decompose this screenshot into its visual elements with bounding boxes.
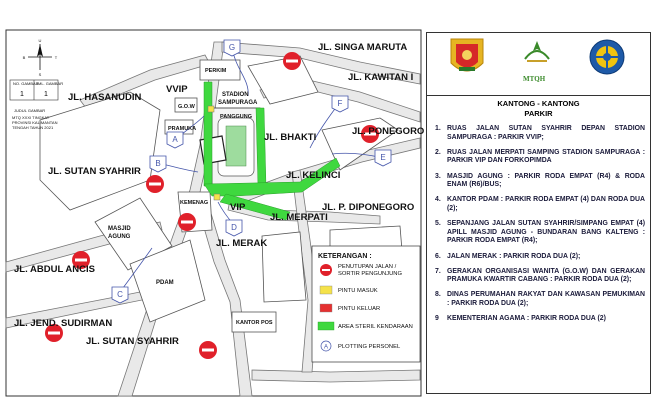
building-label-perkim: PERKIM xyxy=(205,68,227,74)
title-no-gambar: 1 xyxy=(20,91,24,98)
list-item-number: 9 xyxy=(435,315,439,323)
road-label-hasanudin: JL. HASANUDIN xyxy=(68,92,142,103)
road-label-kelinci: JL. KELINCI xyxy=(286,170,341,181)
transport-emblem-icon xyxy=(587,37,627,77)
road-label-merpati: JL. MERPATI xyxy=(270,212,328,223)
panel-header-line-2: PARKIR xyxy=(524,109,553,118)
list-item xyxy=(435,291,645,308)
building-label-agung: AGUNG xyxy=(108,234,131,240)
road-label-ponegoro: JL. PONEGORO xyxy=(352,126,425,137)
plot-letter-g: G xyxy=(228,43,236,52)
legend-plot-letter: A xyxy=(323,344,329,351)
plot-letter-d: D xyxy=(231,223,237,232)
legend-item-entry xyxy=(320,286,378,294)
logo-row xyxy=(427,33,650,91)
list-item-number: 1. xyxy=(435,125,441,132)
list-item-text: KEMENTERIAN AGAMA : PARKIR RODA DUA (2) xyxy=(447,315,606,323)
road-label-merak: JL. MERAK xyxy=(216,238,268,249)
legend-label-plot: PLOTTING PERSONEL xyxy=(338,344,401,350)
list-item xyxy=(435,149,645,166)
list-item-number: 8. xyxy=(435,291,441,299)
list-item xyxy=(435,173,645,190)
list-item-text: JALAN MERAK : PARKIR RODA DUA (2); xyxy=(447,252,581,260)
building-label-pdam: PDAM xyxy=(156,280,174,286)
list-item xyxy=(435,268,645,285)
list-item-number: 2. xyxy=(435,148,441,156)
mtq-logo-icon xyxy=(519,37,555,73)
no-entry-icon xyxy=(199,341,217,359)
building-label-pramuka: PRAMUKA xyxy=(168,126,197,132)
parking-list xyxy=(435,125,645,330)
list-item-text: DINAS PERUMAHAN RAKYAT DAN KAWASAN PEMUKIMAN : PARKIR RODA DUA (2); xyxy=(447,291,645,308)
plot-marker-e xyxy=(375,150,391,166)
list-item-text: GERAKAN ORGANISASI WANITA (G.O.W) DAN GERAKAN PRAMUKA KWARTIR CABANG : PARKIR RODA DUA (2); xyxy=(447,267,645,284)
list-item xyxy=(435,253,645,262)
exit-gate-swatch xyxy=(320,304,332,312)
entry-gate-swatch xyxy=(320,286,332,294)
list-item-number: 3. xyxy=(435,172,441,180)
list-item-number: 6. xyxy=(435,252,441,260)
road-label-singa-maruta: JL. SINGA MARUTA xyxy=(318,42,408,53)
plot-marker-g xyxy=(224,40,240,56)
plot-letter-f: F xyxy=(337,99,343,108)
regency-emblem-icon xyxy=(449,37,485,79)
list-item xyxy=(435,220,645,246)
no-entry-icon xyxy=(283,52,301,70)
list-item-text: SEPANJANG JALAN SUTAN SYAHRIR/SIMPANG EMPAT (4) APILL MASJID AGUNG - BUNDARAN BANG KALTENG : PARKIR RODA EMPAT (R4); xyxy=(447,220,645,245)
gate-label-vvip: VVIP xyxy=(166,84,188,95)
compass-e: T xyxy=(54,55,58,60)
entry-gate-vvip xyxy=(208,106,214,112)
building-label-gow: G.O.W xyxy=(178,104,195,110)
building-label-panggung: PANGGUNG xyxy=(220,114,252,120)
list-item xyxy=(435,315,645,324)
plot-letter-a: A xyxy=(172,135,178,144)
list-item xyxy=(435,125,645,142)
stadium-field xyxy=(226,126,246,166)
list-item-text: RUAS JALAN MERPATI SAMPING STADION SAMPURAGA : PARKIR VIP DAN FORKOPIMDA xyxy=(447,148,645,165)
road-label-sutan-syahrir-bottom: JL. SUTAN SYAHRIR xyxy=(86,336,179,347)
title-judul-2: PROVINSI KALIMANTAN xyxy=(12,120,58,125)
block-south xyxy=(262,232,306,302)
list-item-number: 7. xyxy=(435,267,441,275)
legend-label-entry: PINTU MASUK xyxy=(338,288,378,294)
sterile-area-swatch xyxy=(318,322,334,330)
building-label-stadion: STADION xyxy=(222,92,249,98)
panel-divider xyxy=(427,95,650,96)
list-item xyxy=(435,196,645,213)
list-item-text: MASJID AGUNG : PARKIR RODA EMPAT (R4) & RODA ENAM (R6)/BUS; xyxy=(447,172,645,189)
road-label-kawitan: JL. KAWITAN I xyxy=(348,72,414,83)
parking-panel xyxy=(426,32,651,394)
road-label-bhakti: JL. BHAKTI xyxy=(264,132,317,143)
road-label-p-diponegoro: JL. P. DIPONEGORO xyxy=(322,202,415,213)
legend-item-sterile xyxy=(318,322,413,330)
road-label-abdul-ancis: JL. ABDUL ANCIS xyxy=(14,264,95,275)
list-item-text: KANTOR PDAM : PARKIR RODA EMPAT (4) DAN RODA DUA (2); xyxy=(447,196,645,212)
list-item-number: 4. xyxy=(435,196,441,204)
plot-marker-f xyxy=(332,96,348,112)
building-label-kantor-pos: KANTOR POS xyxy=(236,320,273,326)
title-jml-gambar: 1 xyxy=(44,91,48,98)
road-label-sutan-syahrir-top: JL. SUTAN SYAHRIR xyxy=(48,166,141,177)
no-entry-icon xyxy=(178,213,196,231)
panel-header-line-1: KANTONG - KANTONG xyxy=(497,99,580,108)
plot-letter-e: E xyxy=(380,153,386,162)
plot-marker-b xyxy=(150,156,166,172)
legend-label-exit: PINTU KELUAR xyxy=(338,306,381,312)
legend-label-sterile: AREA STERIL KENDARAAN xyxy=(338,324,413,330)
compass-w: B xyxy=(22,55,26,60)
title-judul-1: MTQ XXXI TINGKAT xyxy=(12,115,50,120)
mtq-logo-text: MTQH xyxy=(523,75,546,83)
road-label-jend-sudirman: JL. JEND. SUDIRMAN xyxy=(14,318,113,329)
title-no-gambar-label: NO. GAMBAR xyxy=(13,81,39,86)
plot-marker-a xyxy=(167,132,183,148)
title-judul-label: JUDUL GAMBAR xyxy=(14,108,46,113)
plot-letter-b: B xyxy=(155,159,161,168)
plot-letter-c: C xyxy=(117,290,123,299)
entry-gate-vip xyxy=(214,194,220,200)
plot-marker-d xyxy=(226,220,242,236)
list-item-text: RUAS JALAN SUTAN SYAHRIR DEPAN STADION SAMPURAGA : PARKIR VVIP; xyxy=(447,125,645,141)
building-label-sampuraga: SAMPURAGA xyxy=(218,100,258,106)
title-jml-gambar-label: JML. GAMBAR xyxy=(36,81,64,86)
compass-n: U xyxy=(38,38,42,43)
title-judul-3: TENGAH TAHUN 2021 xyxy=(12,125,54,130)
building-label-masjid: MASJID xyxy=(108,226,131,232)
panel-header xyxy=(427,99,650,119)
plot-marker-c xyxy=(112,287,128,303)
gate-label-vip: VIP xyxy=(230,202,246,213)
no-entry-icon xyxy=(146,175,164,193)
legend-item-exit xyxy=(320,304,380,312)
list-item-number: 5. xyxy=(435,220,441,228)
compass-s: S xyxy=(38,72,42,77)
legend-title: KETERANGAN : xyxy=(318,253,372,260)
legend-label-closure-1: PENUTUPAN JALAN / xyxy=(338,264,397,270)
legend-label-closure-2: SORTIR PENGUNJUNG xyxy=(338,271,402,277)
building-label-kemenag: KEMENAG xyxy=(180,200,209,206)
legend xyxy=(312,246,420,362)
